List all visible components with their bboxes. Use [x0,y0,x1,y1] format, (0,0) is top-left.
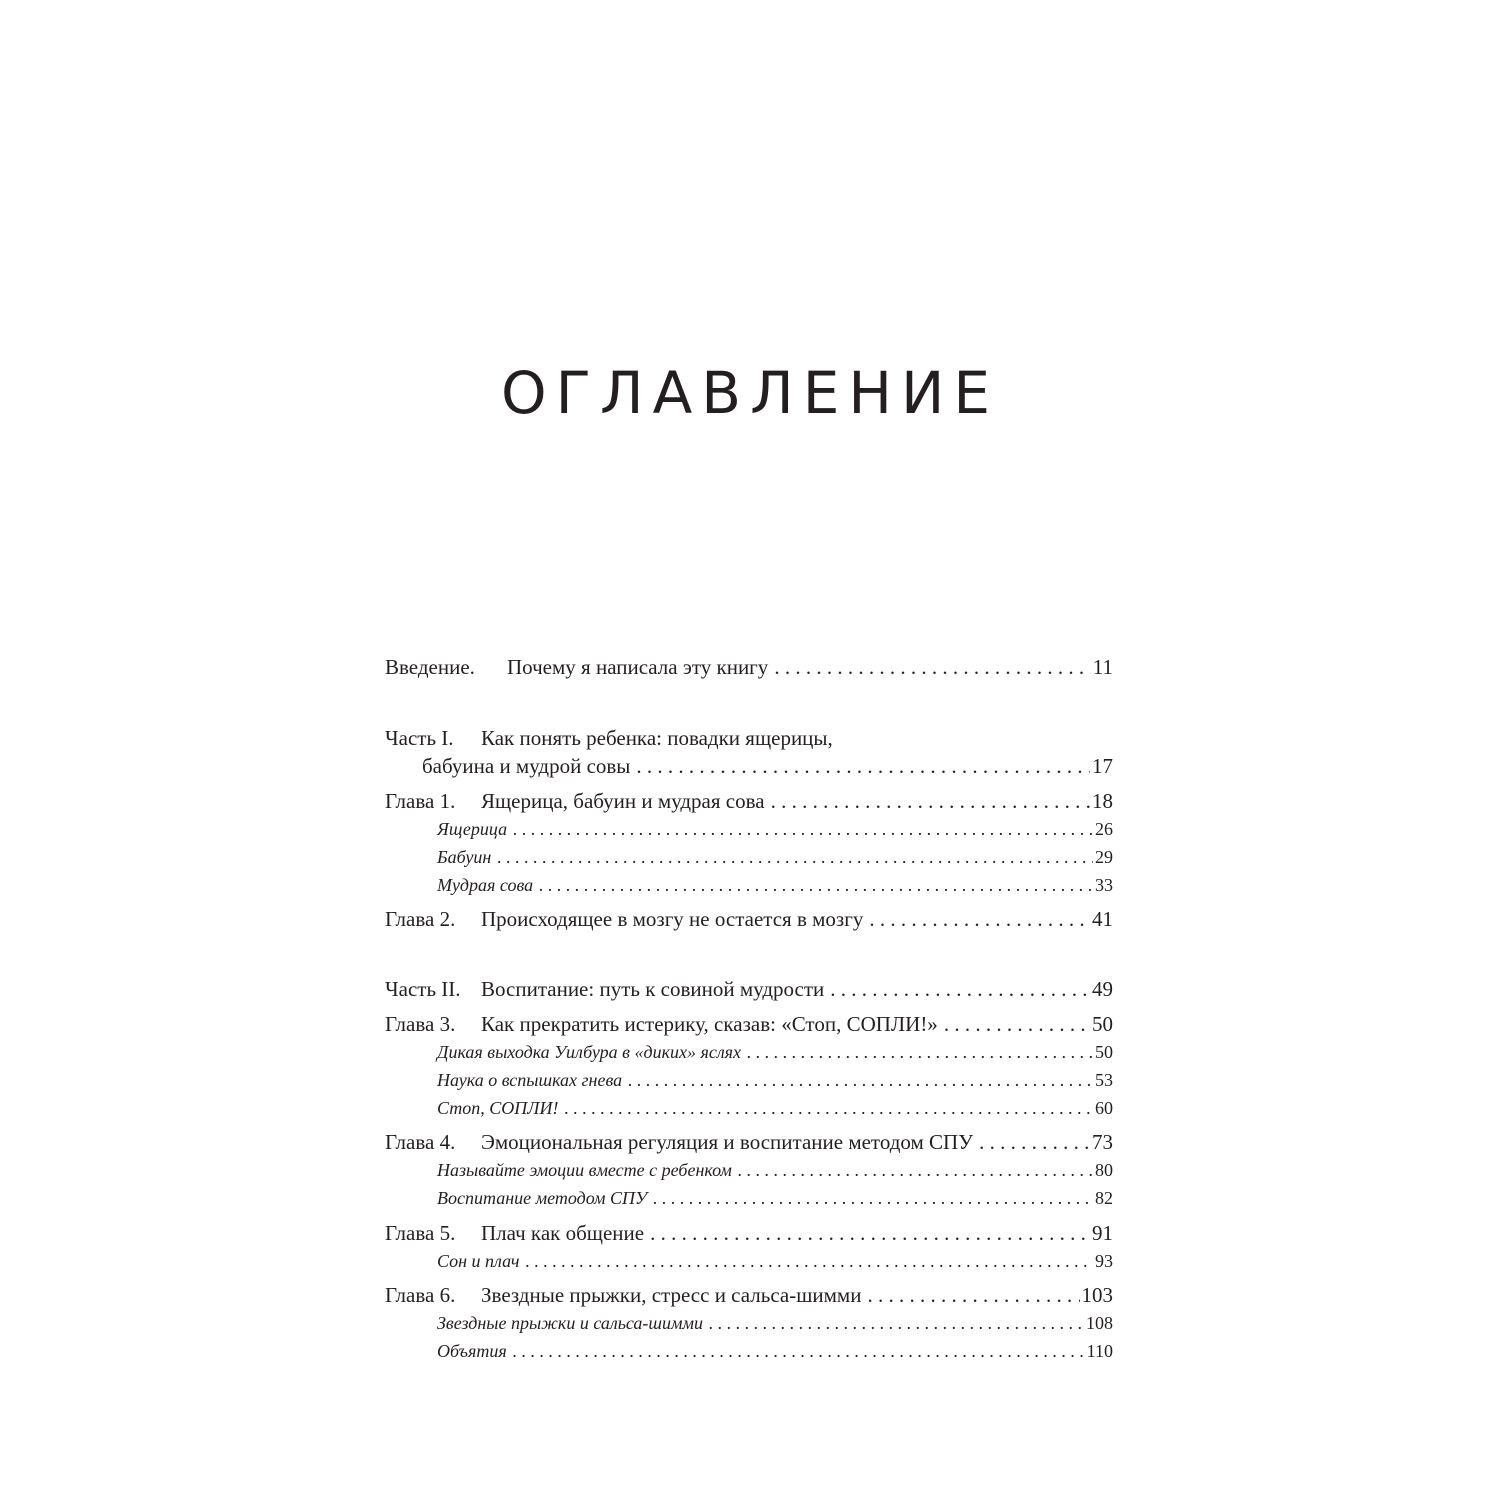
toc-page-number: 53 [1095,1070,1113,1090]
toc-leader-dots [525,1244,1093,1278]
toc-page-number: 17 [1092,754,1113,778]
toc-subtitle: Наука о вспышках гнева [437,1070,623,1090]
toc-leader-dots [774,650,1090,684]
toc-page-number: 50 [1095,1042,1113,1062]
toc-subtitle: Называйте эмоции вместе с ребенком [437,1160,732,1180]
toc-label: Глава 4. [385,1130,456,1154]
toc-subtitle: Сон и плач [437,1251,520,1271]
toc-title: Как понять ребенка: повадки ящерицы, [481,726,833,750]
toc-page-number: 110 [1086,1341,1113,1361]
toc-subentry[interactable] [385,1244,1113,1278]
toc-page-number: 108 [1086,1313,1113,1333]
toc-page-number: 29 [1095,847,1113,867]
toc-title: Как прекратить истерику, сказав: «Стоп, СОПЛИ!» [481,1012,938,1036]
toc-subentry[interactable] [385,1091,1113,1125]
toc-label: Глава 5. [385,1221,456,1245]
toc-subtitle: Ящерица [437,819,508,839]
toc-page-number: 103 [1081,1283,1113,1307]
toc-subentry[interactable] [385,1181,1113,1215]
toc-page-number: 80 [1095,1160,1113,1180]
toc-page-number: 49 [1092,977,1113,1001]
toc-title: Ящерица, бабуин и мудрая сова [481,789,765,813]
toc-leader-dots [564,1091,1093,1125]
toc-page-number: 82 [1095,1188,1113,1208]
toc-page-number: 60 [1095,1098,1113,1118]
toc-subtitle: Звездные прыжки и сальса-шимми [437,1313,703,1333]
toc-title: Почему я написала эту книгу [507,655,769,679]
toc-label: Глава 6. [385,1283,456,1307]
toc-entry-intro[interactable] [385,650,1113,684]
toc-subtitle: Мудрая сова [437,875,534,895]
toc-title: бабуина и мудрой совы [422,754,631,778]
toc-label: Часть II. [385,977,461,1001]
toc-subentry[interactable] [385,1334,1113,1368]
toc-label: Глава 1. [385,789,456,813]
toc-page-number: 50 [1092,1012,1113,1036]
toc-page-number: 73 [1092,1130,1113,1154]
toc-title: Воспитание: путь к совиной мудрости [481,977,825,1001]
toc-page-number: 26 [1095,819,1113,839]
toc-label: Введение. [385,655,475,679]
toc-title: Происходящее в мозгу не остается в мозгу [481,907,864,931]
toc-leader-dots [830,972,1090,1006]
toc-subtitle: Объятия [437,1341,507,1361]
toc-subtitle: Воспитание методом СПУ [437,1188,648,1208]
toc-page-number: 41 [1092,907,1113,931]
toc-page-number: 18 [1092,789,1113,813]
toc-title: Звездные прыжки, стресс и сальса-шимми [481,1283,862,1307]
toc-leader-dots [869,902,1090,936]
toc-page-number: 33 [1095,875,1113,895]
page-title: ОГЛАВЛЕНИЕ [500,359,999,427]
toc-label: Часть I. [385,726,454,750]
toc-leader-dots [636,749,1090,783]
toc-subtitle: Дикая выходка Уилбура в «диких» яслях [437,1042,742,1062]
toc-title: Плач как общение [481,1221,645,1245]
toc-leader-dots [539,868,1093,902]
toc-title: Эмоциональная регуляция и воспитание методом СПУ [481,1130,974,1154]
toc-subentry[interactable] [385,868,1113,902]
toc-page-number: 11 [1092,655,1113,679]
toc-page-number: 93 [1095,1251,1113,1271]
toc-leader-dots [513,1334,1085,1368]
toc-entry-chapter-2[interactable] [385,902,1113,936]
toc-page-number: 91 [1092,1221,1113,1245]
toc-label: Глава 2. [385,907,456,931]
toc-label: Глава 3. [385,1012,456,1036]
toc-subtitle: Бабуин [437,847,492,867]
toc-subtitle: Стоп, СОПЛИ! [437,1098,559,1118]
toc-entry-part2[interactable] [385,972,1113,1006]
toc-leader-dots [653,1181,1093,1215]
toc-entry-part1-continued[interactable] [385,749,1113,783]
